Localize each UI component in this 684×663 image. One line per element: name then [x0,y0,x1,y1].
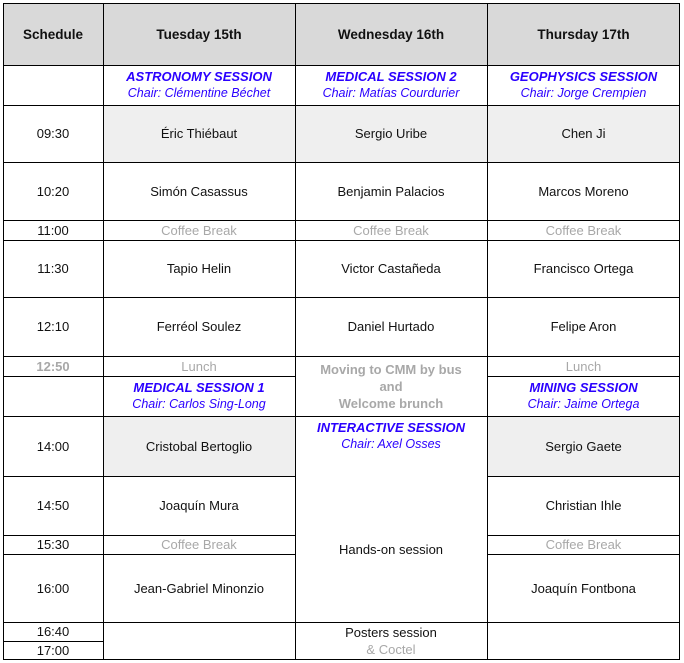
talk-wed-1130: Victor Castañeda [341,261,441,276]
grid-line [103,3,104,660]
grid-line [3,622,680,623]
grid-line [3,416,680,417]
grid-line [295,3,296,660]
session-header-interactive [295,416,487,456]
session-header-astronomy [103,65,295,105]
talk-wed-1210: Daniel Hurtado [347,319,435,334]
session-chair: Chair: Clémentine Béchet [127,86,271,100]
session-header-mining [487,376,680,416]
header-schedule: Schedule [3,3,103,65]
grid-line [3,641,103,642]
talk-tue-1400: Cristobal Bertoglio [103,416,295,476]
session-chair: Chair: Axel Osses [341,437,441,451]
talk-tue-1020: Simón Casassus [150,183,248,199]
coffee-break-thu-1100: Coffee Break [545,222,622,238]
posters-session-wed [295,622,487,660]
header-wednesday: Wednesday 16th [295,3,487,65]
coffee-break-tue-1100: Coffee Break [161,222,237,238]
talk-thu-1450: Christian Ihle [545,498,622,513]
time-1530: 15:30 [36,537,70,552]
grid-line [487,535,680,536]
lunch-thu: Lunch [565,358,602,374]
talk-tue-1130: Tapio Helin [166,261,232,276]
bus-line-2: and [379,378,403,394]
grid-line [3,162,680,163]
grid-line [487,376,680,377]
session-header-medical-2 [295,65,487,105]
time-1450: 14:50 [36,498,70,513]
grid-line [3,3,4,660]
session-chair: Chair: Jorge Crempien [520,86,647,100]
hands-on-session-wed: Hands-on session [338,541,444,557]
schedule-table [3,3,680,660]
grid-line [3,220,680,221]
grid-line [3,554,295,555]
talk-wed-1020: Benjamin Palacios [337,183,445,199]
grid-line [3,476,295,477]
coffee-break-tue-1530: Coffee Break [161,537,237,552]
talk-thu-1210: Felipe Aron [550,319,617,334]
time-1100: 11:00 [37,222,69,238]
posters-title: Posters session [345,625,437,640]
session-chair: Chair: Matías Courdurier [322,86,460,100]
header-tuesday: Tuesday 15th [103,3,295,65]
grid-line [3,659,680,660]
session-title: ASTRONOMY SESSION [126,69,272,84]
bus-line-1: Moving to CMM by bus [320,361,462,377]
bus-line-3: Welcome brunch [338,395,444,411]
time-1640: 16:40 [36,624,70,639]
session-title: MINING SESSION [529,380,638,395]
time-1130: 11:30 [37,261,69,276]
coffee-break-thu-1530: Coffee Break [545,537,622,552]
grid-line [3,356,680,357]
session-title: INTERACTIVE SESSION [316,420,466,435]
time-1700: 17:00 [36,643,70,658]
session-chair: Chair: Jaime Ortega [527,397,640,411]
talk-thu-0930: Chen Ji [487,105,680,162]
grid-line [679,3,680,660]
lunch-tue: Lunch [181,358,217,374]
talk-thu-1020: Marcos Moreno [538,183,629,199]
talk-thu-1400: Sergio Gaete [487,416,680,476]
grid-line [3,65,680,66]
session-header-medical-1 [103,376,295,416]
session-header-geophysics [487,65,680,105]
grid-line [3,3,680,4]
grid-line [3,297,680,298]
time-1210: 12:10 [36,319,70,334]
time-1400: 14:00 [36,438,70,454]
talk-tue-0930: Éric Thiébaut [103,105,295,162]
grid-line [3,240,680,241]
talk-tue-1450: Joaquín Mura [159,498,239,513]
session-title: MEDICAL SESSION 2 [325,69,457,84]
time-1600: 16:00 [36,580,70,596]
talk-thu-1600: Joaquín Fontbona [531,580,636,596]
talk-wed-0930: Sergio Uribe [295,105,487,162]
time-1250: 12:50 [36,358,70,374]
grid-line [3,105,680,106]
talk-thu-1130: Francisco Ortega [533,261,634,276]
grid-line [487,3,488,660]
time-0930: 09:30 [36,126,70,141]
session-title: GEOPHYSICS SESSION [509,69,658,84]
header-thursday: Thursday 17th [487,3,680,65]
grid-line [3,376,295,377]
talk-tue-1600: Jean-Gabriel Minonzio [133,580,265,596]
talk-tue-1210: Ferréol Soulez [156,319,242,334]
grid-line [487,554,680,555]
bus-to-cmm-wed [295,356,487,416]
session-chair: Chair: Carlos Sing-Long [132,397,266,411]
grid-line [487,476,680,477]
time-1020: 10:20 [36,183,70,199]
coffee-break-wed-1100: Coffee Break [353,222,429,238]
session-title: MEDICAL SESSION 1 [133,380,265,395]
coctel-label: & Coctel [366,642,416,657]
grid-line [3,535,295,536]
